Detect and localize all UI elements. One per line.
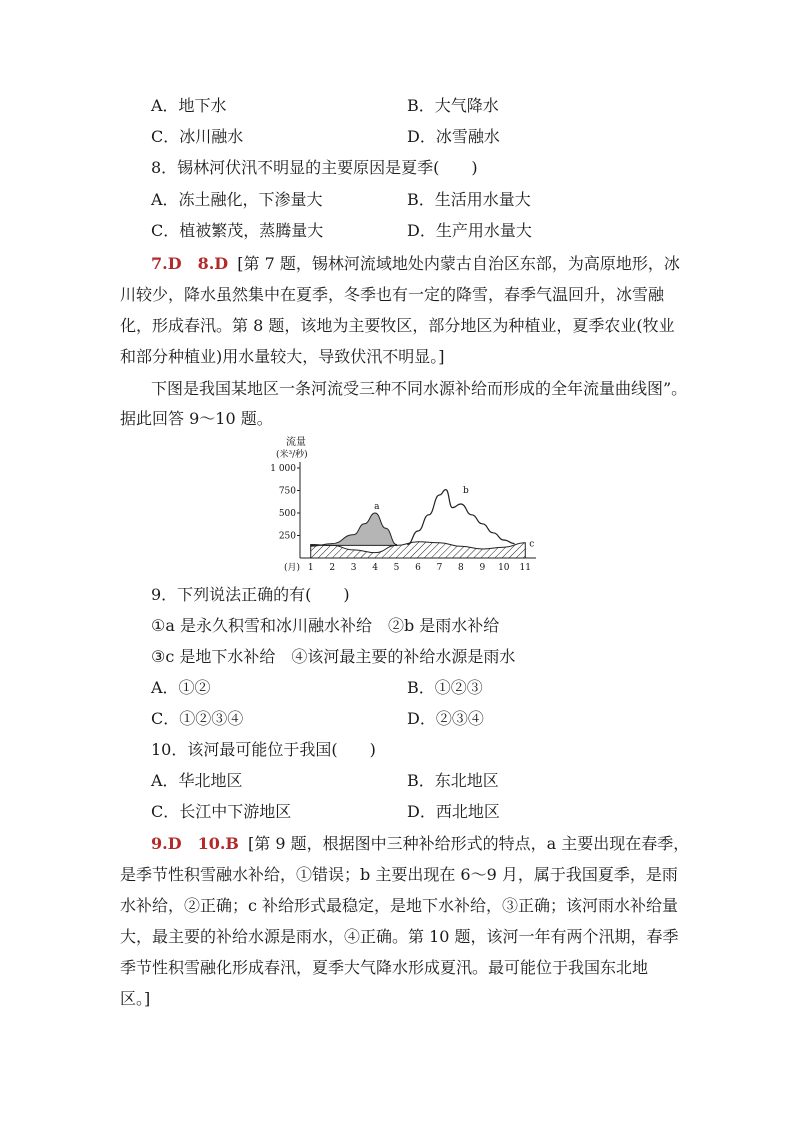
flow-chart — [270, 436, 550, 576]
x-tick-label: 3 — [350, 563, 357, 573]
q9-options-row-1 — [151, 678, 711, 698]
q10-options-row-1 — [151, 771, 711, 791]
q9-option-d: D．②③④ — [407, 709, 484, 728]
x-tick-label: 7 — [436, 563, 443, 573]
answer-9-10-line-6: 区。] — [120, 989, 151, 1008]
series-b-line — [407, 490, 514, 545]
y-tick-label: 250 — [278, 531, 296, 542]
y-tick-label: 1 000 — [270, 464, 296, 474]
x-tick-label: 1 — [307, 563, 314, 573]
answer-7-8-line-4: 和部分种植业)用水量较大，导致伏汛不明显。] — [120, 347, 445, 366]
x-tick-label: 10 — [498, 563, 510, 573]
q7-option-a: A．地下水 — [151, 96, 227, 115]
series-labels — [374, 486, 534, 549]
y-tick-label: 500 — [278, 509, 296, 519]
answer-9-10-line-3: 水补给，②正确；c 补给形式最稳定，是地下水补给，③正确；该河雨水补给量 — [120, 896, 679, 915]
x-tick-label: 4 — [372, 563, 378, 573]
q8-stem: 8．锡林河伏汛不明显的主要原因是夏季( ) — [151, 158, 478, 177]
q9-option-a: A．①② — [151, 678, 211, 697]
intro-line-2: 据此回答 9～10 题。 — [120, 409, 273, 428]
q10-options-row-2 — [151, 802, 711, 822]
q9-option-c: C．①②③④ — [151, 709, 244, 728]
x-tick-label: 5 — [393, 563, 400, 573]
answer-9-10-line-2: 是季节性积雪融水补给，①错误；b 主要出现在 6～9 月，属于我国夏季，是雨 — [120, 865, 678, 884]
y-axis — [270, 462, 300, 558]
answer-7-8-line-2: 川较少，降水虽然集中在夏季，冬季也有一定的降雪，春季气温回升，冰雪融 — [120, 285, 665, 304]
answer-9-10-line-4: 大，最主要的补给水源是雨水，④正确。第 10 题，该河一年有两个汛期，春季 — [120, 927, 679, 946]
q7-option-b: B．大气降水 — [407, 96, 499, 115]
answer-7-8-text-1: [第 7 题，锡林河流域地处内蒙古自治区东部，为高原地形，冰 — [237, 254, 680, 273]
x-tick-label: 9 — [479, 563, 486, 573]
q10-option-d: D．西北地区 — [407, 802, 500, 821]
answer-7-8-key: 7.D 8.D — [151, 254, 229, 273]
answer-7-8-line-1 — [151, 254, 711, 274]
intro-line-1: 下图是我国某地区一条河流受三种不同水源补给而形成的全年流量曲线图”。 — [151, 379, 688, 398]
chart-series — [311, 490, 526, 558]
answer-7-8-line-3: 化，形成春汛。第 8 题，该地为主要牧区，部分地区为种植业，夏季农业(牧业 — [120, 316, 675, 335]
series-a-area — [311, 513, 397, 546]
y-axis-label-2: (米³/秒) — [276, 450, 308, 460]
q7-options-row-1 — [151, 96, 711, 116]
series-a-label: a — [374, 502, 380, 512]
answer-9-10-key: 9.D 10.B — [151, 834, 239, 853]
q10-stem: 10．该河最可能位于我国( ) — [151, 740, 376, 759]
q7-option-d: D．冰雪融水 — [407, 127, 500, 146]
answer-9-10-text-1: [第 9 题，根据图中三种补给形式的特点，a 主要出现在春季， — [248, 834, 690, 853]
q8-options-row-1 — [151, 190, 711, 210]
q10-option-b: B．东北地区 — [407, 771, 499, 790]
q7-option-c: C．冰川融水 — [151, 127, 244, 146]
y-tick-label: 750 — [278, 486, 296, 497]
q8-option-d: D．生产用水量大 — [407, 221, 532, 240]
x-axis — [284, 558, 536, 573]
y-axis-label-1: 流量 — [286, 437, 306, 448]
x-tick-label: 6 — [415, 563, 421, 573]
q10-option-a: A．华北地区 — [151, 771, 243, 790]
flow-chart-figure — [270, 436, 550, 576]
q9-statement-2: ③c 是地下水补给 ④该河最主要的补给水源是雨水 — [151, 647, 516, 666]
series-c-label: c — [529, 539, 535, 550]
answer-9-10-line-5: 季节性积雪融化形成春汛，夏季大气降水形成夏汛。最可能位于我国东北地 — [120, 958, 649, 977]
answer-9-10-line-1 — [151, 834, 711, 854]
x-tick-label: 2 — [329, 563, 336, 573]
x-tick-label: 11 — [519, 563, 531, 573]
q8-option-a: A．冻土融化，下渗量大 — [151, 190, 323, 209]
q9-statement-1: ①a 是永久积雪和冰川融水补给 ②b 是雨水补给 — [151, 616, 500, 635]
q8-option-c: C．植被繁茂，蒸腾量大 — [151, 221, 324, 240]
q9-option-b: B．①②③ — [407, 678, 483, 697]
q8-options-row-2 — [151, 221, 711, 241]
x-axis-unit: (月) — [284, 563, 301, 573]
q9-stem: 9．下列说法正确的有( ) — [151, 585, 350, 604]
x-tick-label: 8 — [458, 563, 464, 573]
q7-options-row-2 — [151, 127, 711, 147]
q9-options-row-2 — [151, 709, 711, 729]
series-b-label: b — [463, 486, 469, 497]
q10-option-c: C．长江中下游地区 — [151, 802, 292, 821]
q8-option-b: B．生活用水量大 — [407, 190, 531, 209]
